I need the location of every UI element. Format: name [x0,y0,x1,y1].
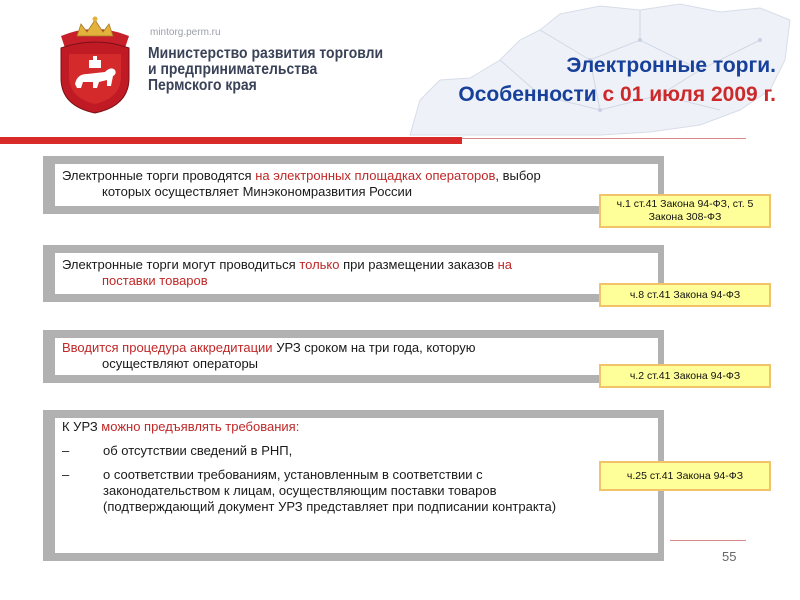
page-number: 55 [722,549,737,564]
list-dash-1: – [62,443,70,458]
title-line1: Электронные торги. [566,54,776,77]
block3-highlight: Вводится процедура аккредитации [62,340,273,355]
info-block-3-text [62,340,476,372]
block2-text-a: Электронные торги могут проводиться [62,257,300,272]
block2-text-b: при размещении заказов [339,257,498,272]
block3-line2: осуществляют операторы [102,356,259,371]
header-divider-thin [462,138,746,139]
title-line2 [458,80,776,109]
block2-line1 [62,257,512,273]
info-block-1-text [62,168,541,200]
ministry-name [148,46,383,94]
perm-coat-of-arms-icon [55,14,135,114]
law-reference-note-1: ч.1 ст.41 Закона 94-ФЗ, ст. 5 Закона 308-ФЗ [599,194,771,228]
ministry-name-line1: Министерство развития торговли [148,45,384,62]
block1-line1 [62,168,541,184]
title-line2-part1: Особенности [458,83,603,106]
requirement-item-1: об отсутствии сведений в РНП, [103,443,293,458]
ministry-name-line3: Пермского края [148,77,257,94]
law-reference-note-2: ч.8 ст.41 Закона 94-ФЗ [599,283,771,307]
item2-line3: (подтверждающий документ УРЗ представляет при подписании контракта) [103,499,557,514]
block4-highlight: можно предъявлять требования: [101,419,300,434]
block4-text-a: К УРЗ [62,419,102,434]
title-line2-date: с 01 июля 2009 г. [602,83,776,106]
block2-highlight: только [299,257,340,272]
ministry-name-line2: и предпринимательства [148,61,318,78]
block1-text-b: , выбор [495,168,541,183]
block1-text-a: Электронные торги проводятся [62,168,256,183]
site-url[interactable]: mintorg.perm.ru [150,27,221,38]
block3-text-b: УРЗ сроком на три года, которую [272,340,476,355]
info-block-4-heading [62,419,299,435]
block3-line1 [62,340,476,356]
list-dash-2: – [62,467,70,482]
page-title [458,51,776,109]
block1-line2: которых осуществляет Минэкономразвития России [102,184,413,199]
block2-highlight-2: на [497,257,513,272]
requirement-item-2 [103,467,556,515]
info-block-2-text [62,257,512,289]
block2-line2: поставки товаров [102,273,208,288]
header-divider-red [0,137,462,144]
item2-line2: законодательством к лицам, осуществляющим поставки товаров [103,483,497,498]
footer-divider [670,540,746,541]
block1-highlight: на электронных площадках операторов [255,168,496,183]
item2-line1: о соответствии требованиям, установленным в соответствии с [103,467,483,482]
law-reference-note-3: ч.2 ст.41 Закона 94-ФЗ [599,364,771,388]
law-reference-note-4: ч.25 ст.41 Закона 94-ФЗ [599,461,771,491]
